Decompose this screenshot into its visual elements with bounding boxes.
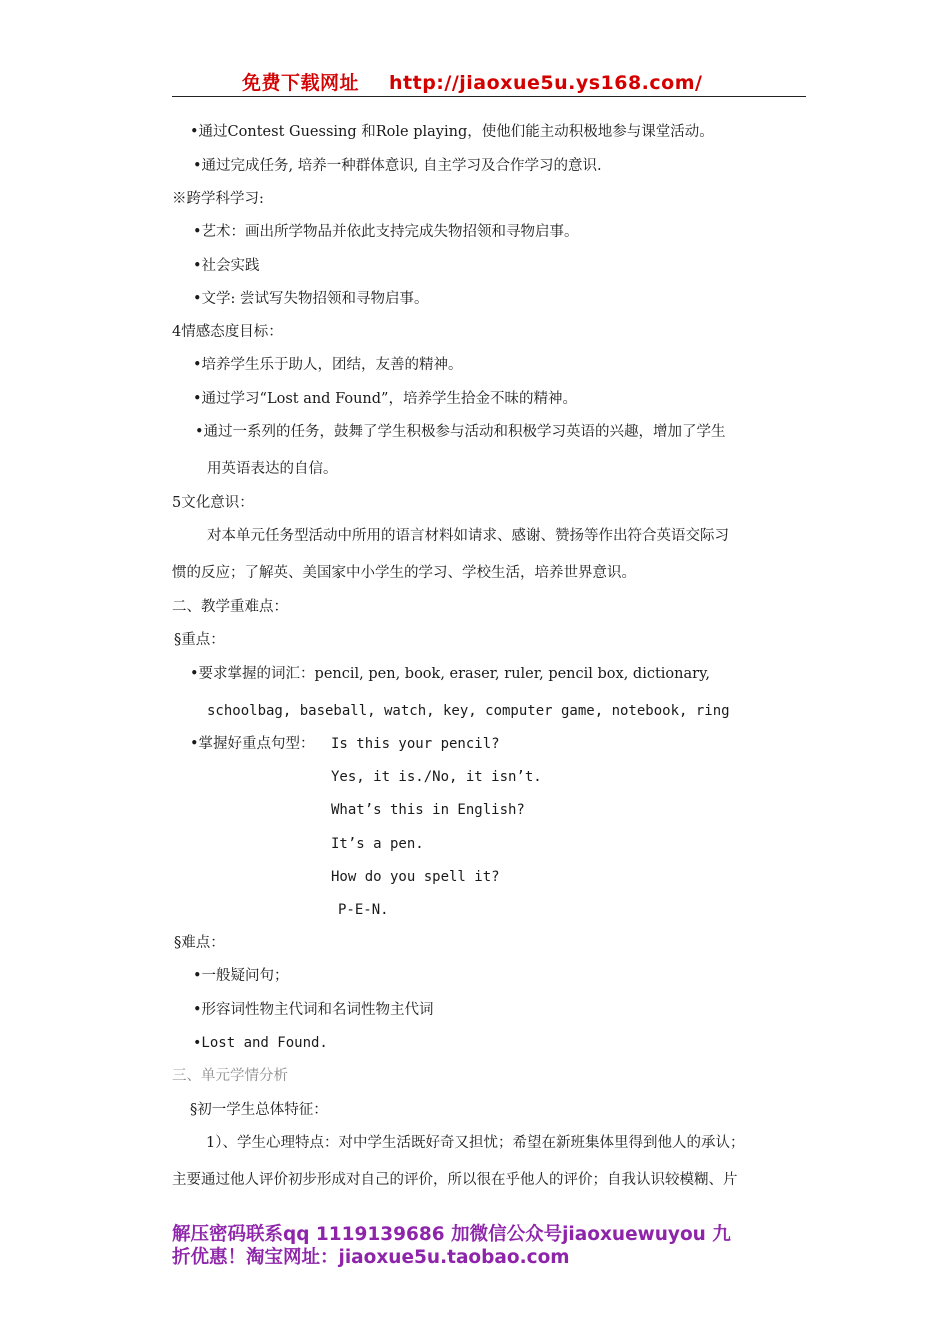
text-line: •通过一系列的任务，鼓舞了学生积极参与活动和积极学习英语的兴趣，增加了学生 — [195, 424, 726, 440]
text-line: •形容词性物主代词和名词性物主代词 — [193, 1002, 434, 1018]
text-line: •通过学习“Lost and Found”，培养学生拾金不昧的精神。 — [193, 391, 577, 407]
text-line: Yes, it is./No, it isn’t. — [331, 769, 542, 785]
text-line: •艺术：画出所学物品并依此支持完成失物招领和寻物启事。 — [193, 224, 579, 240]
header-text — [242, 68, 732, 95]
text-line: §初一学生总体特征： — [190, 1102, 328, 1118]
text-line: 二、教学重难点： — [172, 599, 288, 615]
text-line: §难点： — [174, 935, 225, 951]
text-line: •一般疑问句； — [193, 968, 289, 984]
text-line: 用英语表达的自信。 — [207, 461, 338, 477]
text-line: •Lost and Found. — [193, 1035, 328, 1051]
text-line: It’s a pen. — [331, 836, 424, 852]
text-line: •要求掌握的词汇：pencil, pen, book, eraser, ruler, pencil box, dictionary, — [190, 666, 710, 682]
text-line: •通过完成任务, 培养一种群体意识, 自主学习及合作学习的意识. — [193, 158, 602, 174]
text-line: P-E-N. — [338, 902, 389, 918]
footer-line-2: 折优惠！淘宝网址：jiaoxue5u.taobao.com — [172, 1247, 570, 1268]
text-line: 5文化意识： — [172, 495, 254, 511]
text-line: How do you spell it? — [331, 869, 500, 885]
text-line: •文学: 尝试写失物招领和寻物启事。 — [193, 291, 429, 307]
text-line: 对本单元任务型活动中所用的语言材料如请求、感谢、赞扬等作出符合英语交际习 — [207, 528, 729, 544]
text-line: •通过Contest Guessing 和Role playing，使他们能主动积极地参与课堂活动。 — [190, 124, 714, 140]
text-line: •培养学生乐于助人，团结，友善的精神。 — [193, 357, 463, 373]
footer-line-1: 解压密码联系qq 1119139686 加微信公众号jiaoxuewuyou 九 — [172, 1224, 731, 1245]
page-header — [172, 66, 806, 97]
text-line: schoolbag, baseball, watch, key, computer game, notebook, ring — [207, 703, 730, 719]
header-url-link[interactable]: http://jiaoxue5u.ys168.com/ — [389, 72, 703, 94]
text-line: ※跨学科学习: — [172, 191, 264, 207]
text-line: 主要通过他人评价初步形成对自己的评价，所以很在乎他人的评价；自我认识较模糊、片 — [172, 1172, 738, 1188]
text-line: 惯的反应；了解英、美国家中小学生的学习、学校生活，培养世界意识。 — [172, 565, 636, 581]
text-line: 4情感态度目标： — [172, 324, 283, 340]
header-label: 免费下载网址 — [242, 72, 360, 94]
text-line: What’s this in English? — [331, 802, 525, 818]
text-line: •社会实践 — [193, 258, 260, 274]
text-line: §重点： — [174, 632, 225, 648]
text-line: •掌握好重点句型： — [190, 736, 315, 752]
text-line: 三、单元学情分析 — [172, 1068, 288, 1084]
text-line: 1）、学生心理特点：对中学生活既好奇又担忧；希望在新班集体里得到他人的承认； — [206, 1135, 745, 1151]
text-line: Is this your pencil? — [331, 736, 500, 752]
